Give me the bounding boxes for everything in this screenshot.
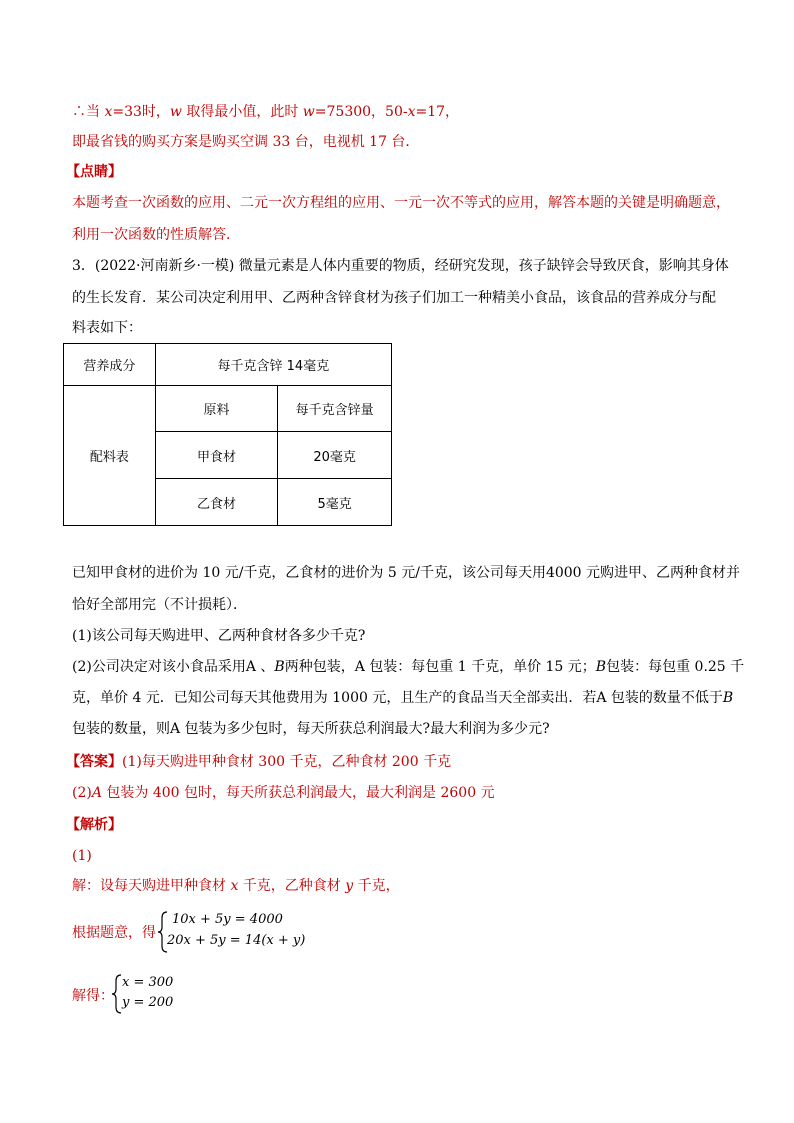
table-cell-yi: 乙食材 (155, 479, 278, 526)
table-cell-zinc-header: 每千克含锌量 (278, 386, 392, 432)
answer-line-2: (2)A 包装为 400 包时，每天所获总利润最大，最大利润是 2600 元 (72, 785, 495, 801)
jiexi-tag: 【解析】 (66, 817, 122, 833)
solution-y: y = 200 (122, 995, 174, 1010)
dianjing-line-1: 本题考查一次函数的应用、二元一次方程组的应用、一元一次不等式的应用，解答本题的关键是明确题意， (72, 195, 730, 211)
question-2-line-2: 克，单价 4 元．已知公司每天其他费用为 1000 元，且生产的食品当天全部卖出．若A 包装的数量不低于B (72, 690, 734, 706)
answer-line-1: 【答案】(1)每天购进甲种食材 300 千克，乙种食材 200 千克 (66, 754, 452, 770)
known-line-1: 已知甲食材的进价为 10 元/千克，乙食材的进价为 5 元/千克，该公司每天用4000 元购进甲、乙两种食材并 (72, 565, 741, 581)
table-cell-yi-zinc: 5毫克 (278, 479, 392, 526)
question-2-line-1: (2)公司决定对该小食品采用A 、B两种包装，A 包装：每包重 1 千克，单价 15 元；B包装：每包重 0.25 千 (72, 659, 745, 675)
dianjing-line-2: 利用一次函数的性质解答． (72, 227, 240, 243)
dianjing-tag: 【点睛】 (66, 164, 122, 180)
problem-line-3: 料表如下： (72, 320, 142, 336)
problem-line-2: 的生长发育．某公司决定利用甲、乙两种含锌食材为孩子们加工一种精美小食品，该食品的营养成分与配 (72, 290, 716, 306)
table-cell-peiliao: 配料表 (64, 386, 156, 526)
equation-1: 10x + 5y = 4000 (172, 912, 283, 927)
table-cell-material-header: 原料 (155, 386, 278, 432)
part-1-label: (1) (72, 848, 92, 864)
table-cell-jia-zinc: 20毫克 (278, 432, 392, 479)
known-line-2: 恰好全部用完（不计损耗）． (72, 597, 247, 613)
solution-setup: 解：设每天购进甲种食材 x 千克，乙种食材 y 千克， (72, 878, 400, 894)
equation-2: 20x + 5y = 14(x + y) (167, 933, 306, 948)
conclusion-line-1: ∴当 x=33时，w 取得最小值，此时 w=75300，50-x=17， (72, 104, 460, 120)
table-cell-jia: 甲食材 (155, 432, 278, 479)
nutrition-table (63, 343, 392, 526)
equation-intro: 根据题意，得 (72, 925, 156, 941)
question-1: (1)该公司每天购进甲、乙两种食材各多少千克? (72, 628, 366, 644)
solution-x: x = 300 (122, 975, 174, 990)
conclusion-line-2: 即最省钱的购买方案是购买空调 33 台，电视机 17 台． (72, 134, 420, 150)
question-2-line-3: 包装的数量，则A 包装为多少包时，每天所获总利润最大?最大利润为多少元? (72, 721, 550, 737)
solution-intro: 解得： (72, 988, 114, 1004)
problem-line-1: 3．(2022·河南新乡·一模) 微量元素是人体内重要的物质，经研究发现，孩子缺锌会导致厌食，影响其身体 (72, 258, 729, 274)
table-cell-zinc-content: 每千克含锌 14毫克 (155, 344, 391, 386)
table-cell-header-label: 营养成分 (64, 344, 156, 386)
